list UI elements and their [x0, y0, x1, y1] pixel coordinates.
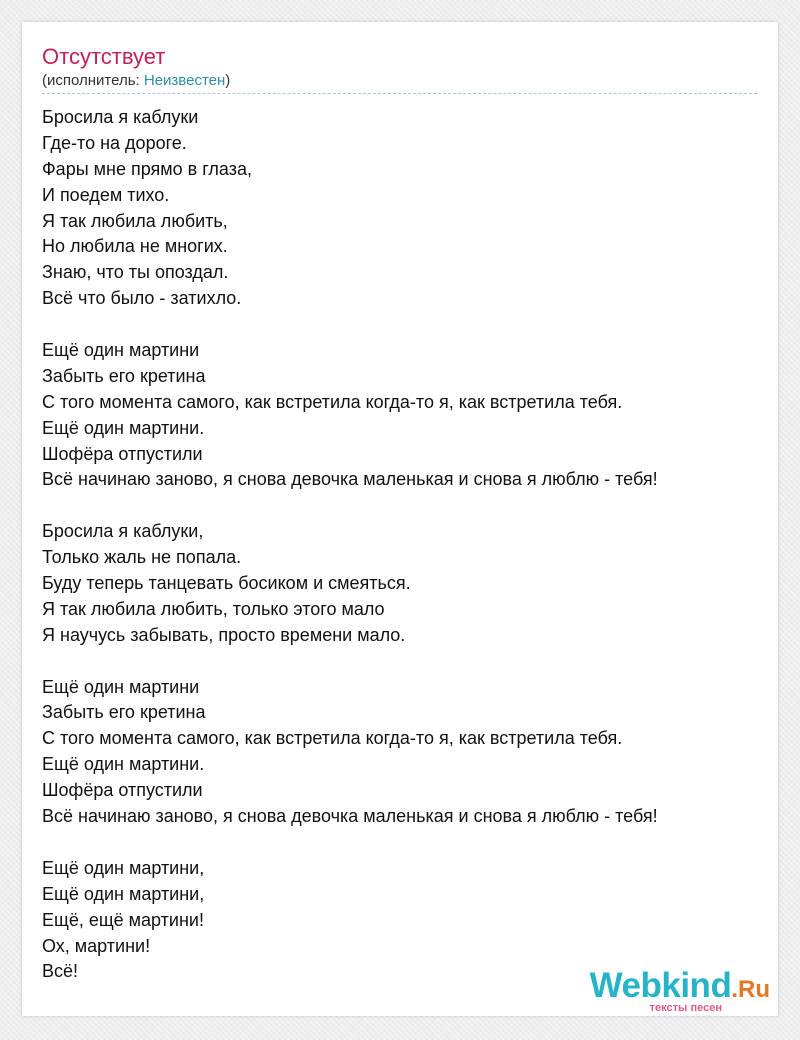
stanza-break — [42, 312, 762, 338]
lyric-line: Бросила я каблуки, — [42, 521, 204, 542]
lyric-line: Ещё один мартини, — [42, 883, 205, 904]
logo-tagline: тексты песен — [649, 1002, 722, 1014]
lyrics-sheet — [22, 22, 778, 1016]
lyric-line: Только жаль не попала. — [42, 547, 242, 568]
lyric-line: Всё! — [42, 961, 79, 982]
artist-prefix: (исполнитель: — [42, 72, 144, 89]
lyric-line: Бросила я каблуки — [42, 107, 199, 127]
artist-suffix: ) — [225, 72, 231, 89]
lyric-line: Ещё, ещё мартини! — [42, 909, 204, 930]
lyric-line: Знаю, что ты опоздал. — [42, 262, 229, 283]
site-logo[interactable] — [570, 968, 770, 1014]
artist-line — [42, 72, 230, 90]
lyric-line: Ещё один мартини — [42, 676, 200, 697]
lyric-line: И поедем тихо. — [42, 184, 170, 205]
lyric-line: Шофёра отпустили — [42, 780, 203, 801]
lyric-line: Я так любила любить, только этого мало — [42, 598, 385, 619]
lyric-line: Я научусь забывать, просто времени мало. — [42, 624, 406, 645]
lyric-line: Ох, мартини! — [42, 935, 151, 956]
lyric-line: Забыть его кретина — [42, 702, 206, 723]
lyric-line: Ещё один мартини. — [42, 417, 205, 438]
lyric-line: Всё начинаю заново, я снова девочка маленькая и снова я люблю - тебя! — [42, 469, 658, 490]
lyric-line: Где-то на дороге. — [42, 132, 187, 153]
lyric-line: Ещё один мартини, — [42, 857, 205, 878]
lyric-line: Но любила не многих. — [42, 236, 228, 257]
stanza-break — [42, 830, 762, 856]
lyrics-text — [42, 105, 762, 985]
lyric-line: Ещё один мартини. — [42, 754, 205, 775]
lyric-line: Ещё один мартини — [42, 340, 200, 361]
title-divider — [42, 93, 757, 94]
stanza-break — [42, 493, 762, 519]
artist-link[interactable]: Неизвестен — [143, 72, 226, 89]
song-title: Отсутствует — [42, 44, 166, 69]
logo-domain-suffix: .Ru — [731, 976, 770, 1003]
stanza-break — [42, 649, 762, 675]
lyric-line: Шофёра отпустили — [42, 443, 203, 464]
lyric-line: Фары мне прямо в глаза, — [42, 158, 252, 179]
lyric-line: Всё начинаю заново, я снова девочка маленькая и снова я люблю - тебя! — [42, 806, 658, 827]
lyric-line: Забыть его кретина — [42, 365, 206, 386]
lyric-line: Я так любила любить, — [42, 210, 228, 231]
logo-main-text: Webkind — [589, 966, 732, 1005]
lyric-line: С того момента самого, как встретила когда-то я, как встретила тебя. — [42, 728, 623, 749]
lyric-line: Всё что было - затихло. — [42, 288, 242, 309]
lyric-line: С того момента самого, как встретила когда-то я, как встретила тебя. — [42, 391, 623, 412]
lyric-line: Буду теперь танцевать босиком и смеяться. — [42, 573, 411, 594]
